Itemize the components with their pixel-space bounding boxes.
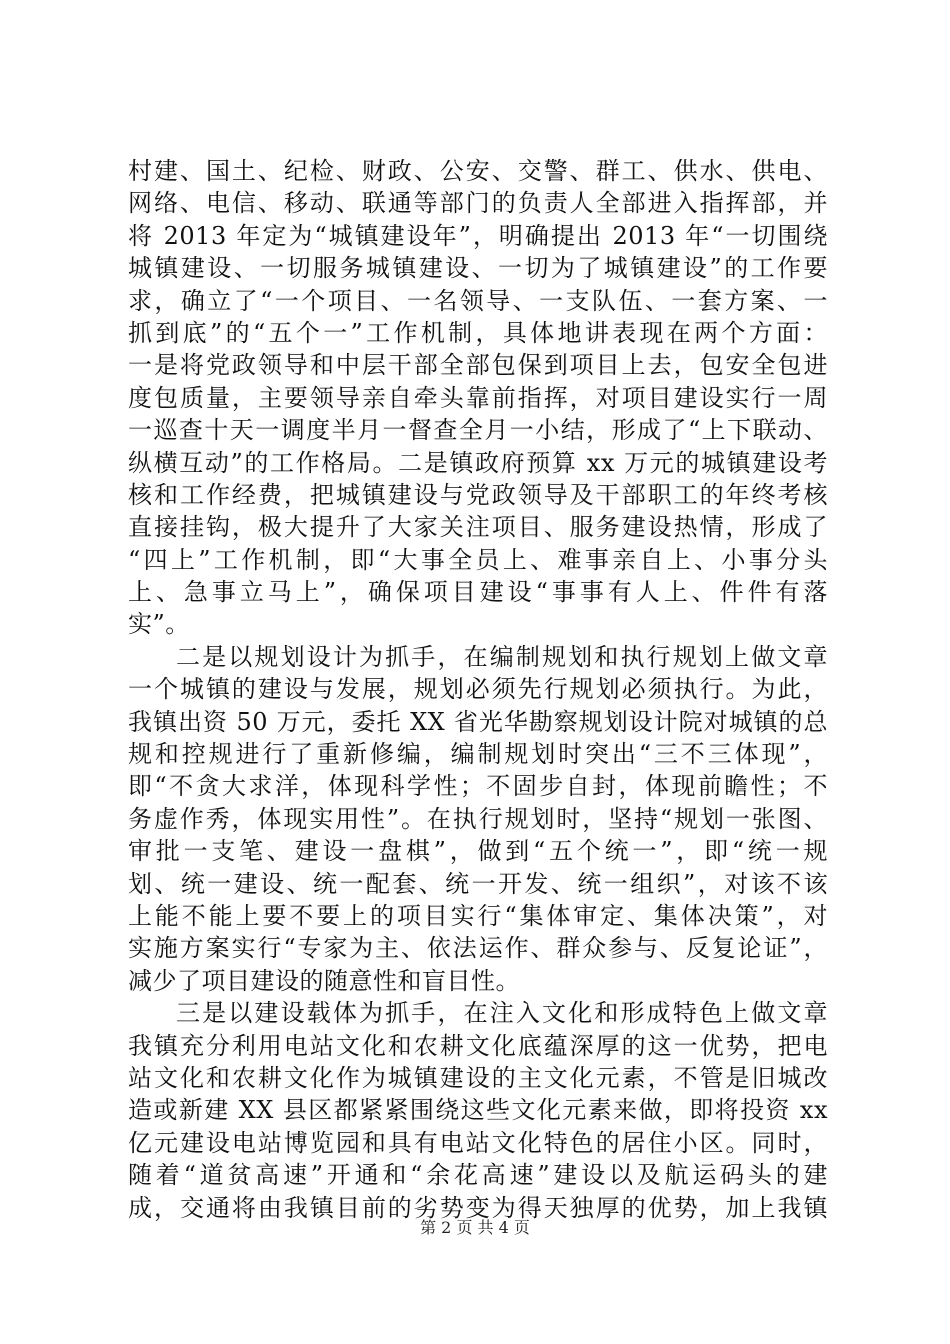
text-line: 一是将党政领导和中层干部全部包保到项目上去，包安全包进 (128, 351, 828, 380)
text-line: 直接挂钩，极大提升了大家关注项目、服务建设热情，形成了 (128, 513, 828, 542)
text-line: 上能不能上要不要上的项目实行“集体审定、集体决策”，对 (128, 901, 828, 930)
text-line: 核和工作经费，把城镇建设与党政领导及干部职工的年终考核 (128, 480, 828, 509)
text-line: 成，交通将由我镇目前的劣势变为得天独厚的优势，加上我镇 (128, 1193, 828, 1222)
text-line: 审批一支笔、建设一盘棋”，做到“五个统一”，即“统一规 (128, 837, 828, 866)
text-line: 网络、电信、移动、联通等部门的负责人全部进入指挥部，并 (128, 189, 828, 218)
text-line: 三是以建设载体为抓手，在注入文化和形成特色上做文章 (176, 999, 828, 1028)
text-line: 一个城镇的建设与发展，规划必须先行规划必须执行。为此， (128, 675, 828, 704)
text-line: 度包质量，主要领导亲自牵头靠前指挥，对项目建设实行一周 (128, 383, 828, 412)
page-footer: 第 2 页 共 4 页 (420, 1218, 530, 1237)
text-line: 划、统一建设、统一配套、统一开发、统一组织”，对该不该 (128, 869, 828, 898)
text-line: 实”。 (128, 610, 190, 639)
text-line: 一巡查十天一调度半月一督查全月一小结，形成了“上下联动、 (128, 416, 828, 445)
text-line: 规和控规进行了重新修编，编制规划时突出“三不三体现”， (128, 740, 828, 769)
text-line: 纵横互动”的工作格局。二是镇政府预算 xx 万元的城镇建设考 (128, 448, 828, 477)
text-line: 上、急事立马上”，确保项目建设“事事有人上、件件有落 (128, 578, 828, 607)
text-line: 抓到底”的“五个一”工作机制，具体地讲表现在两个方面： (128, 318, 828, 347)
text-line: 村建、国土、纪检、财政、公安、交警、群工、供水、供电、 (128, 157, 828, 185)
text-line: 实施方案实行“专家为主、依法运作、群众参与、反复论证”， (128, 934, 828, 963)
text-line: 我镇充分利用电站文化和农耕文化底蕴深厚的这一优势，把电 (128, 1031, 828, 1060)
text-line: 站文化和农耕文化作为城镇建设的主文化元素，不管是旧城改 (128, 1063, 828, 1092)
text-line: 务虚作秀，体现实用性”。在执行规划时，坚持“规划一张图、 (128, 804, 828, 833)
text-line: 随着“道贫高速”开通和“余花高速”建设以及航运码头的建 (128, 1161, 828, 1190)
text-line: 二是以规划设计为抓手，在编制规划和执行规划上做文章 (176, 642, 828, 671)
text-line: 造或新建 XX 县区都紧紧围绕这些文化元素来做，即将投资 xx (128, 1096, 828, 1125)
text-line: 求，确立了“一个项目、一名领导、一支队伍、一套方案、一 (128, 286, 828, 315)
body-text (128, 155, 828, 1224)
text-line: 将 2013 年定为“城镇建设年”，明确提出 2013 年“一切围绕 (128, 221, 828, 250)
text-line: 减少了项目建设的随意性和盲目性。 (128, 966, 520, 995)
text-line: 我镇出资 50 万元，委托 XX 省光华勘察规划设计院对城镇的总 (128, 707, 828, 736)
text-line: 城镇建设、一切服务城镇建设、一切为了城镇建设”的工作要 (128, 254, 828, 283)
text-line: 亿元建设电站博览园和具有电站文化特色的居住小区。同时， (128, 1128, 828, 1157)
text-line: “四上”工作机制，即“大事全员上、难事亲自上、小事分头 (128, 545, 828, 574)
text-line: 即“不贪大求洋，体现科学性；不固步自封，体现前瞻性；不 (128, 772, 828, 801)
